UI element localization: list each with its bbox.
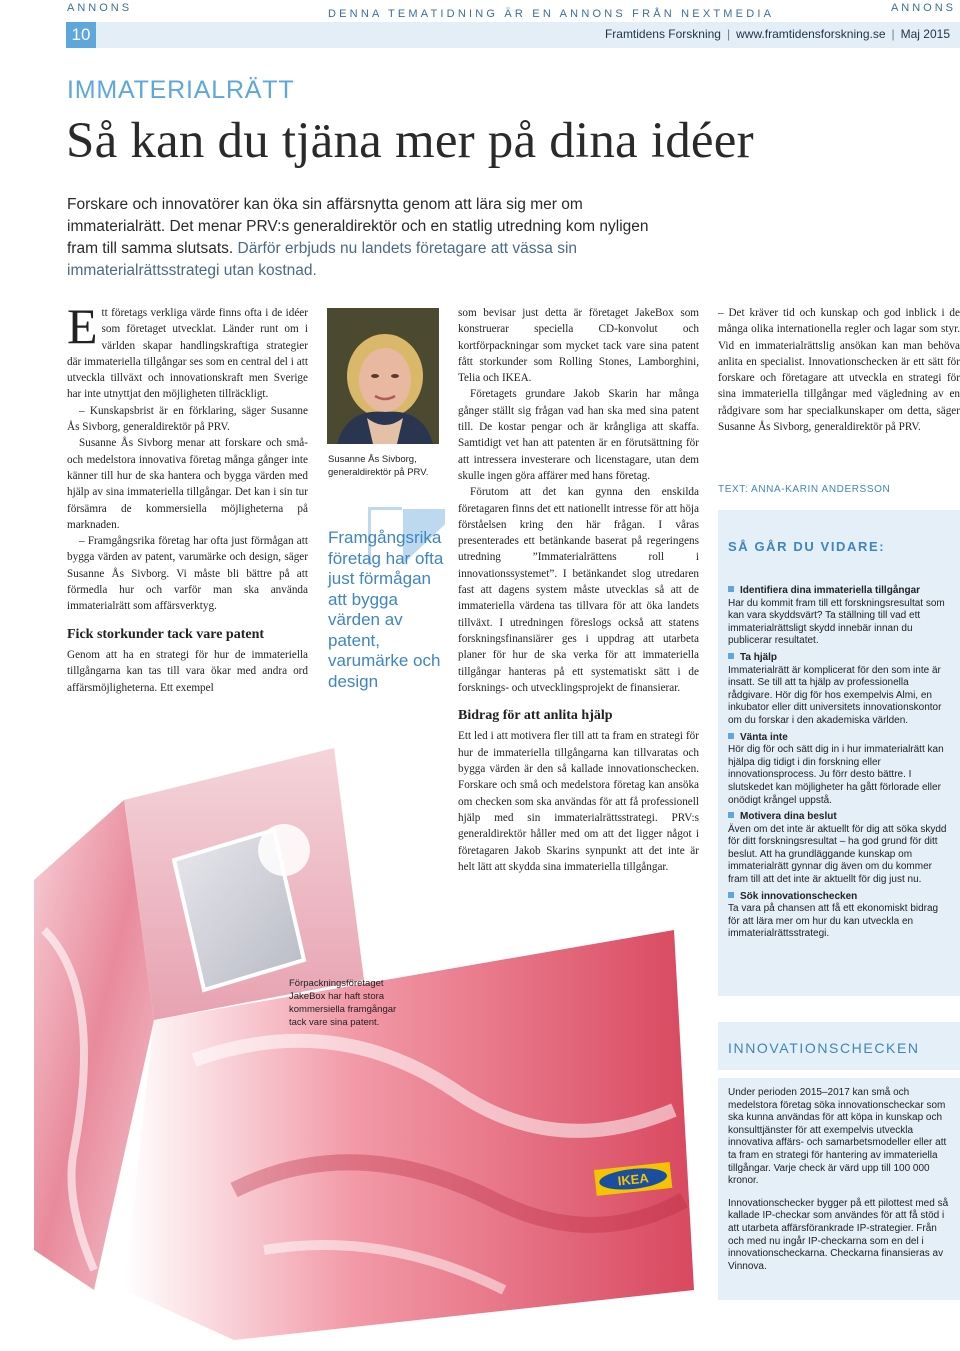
square-bullet-icon (728, 733, 734, 739)
next-steps-title: SÅ GÅR DU VIDARE: (728, 539, 886, 554)
next-steps-box (718, 510, 960, 996)
publication-name: Framtidens Forskning (604, 27, 721, 41)
list-item-text: Även om det inte är aktuellt för dig att söka skydd för ditt forskningsresultat – ha god grund för ditt beslut. Att ha grundläggande kunskap om immaterialrätt gynnar dig även om du kommer fram till att det inte är aktuellt för dig just nu. (728, 823, 947, 886)
list-item-text: Har du kommit fram till ett forskningsresultat som kan vara skyddsvärt? Ta ställning till vad ett immaterialrättsligt skydd innebär innan du publicerar resultatet. (728, 597, 945, 647)
ingress-main: Forskare och innovatörer kan öka sin affärsnytta genom att lära sig mer om immaterialrätt. Det menar PRV:s generaldirektör och en statlig utredning kom nyligen fram till samma slutsats. (67, 196, 649, 257)
innovation-check-header (718, 1022, 960, 1070)
col3-paragraph-4: Ett led i att motivera fler till att ta fram en strategi för hur de immateriella tillgångarna kan tillvaratas och bygga värden är den så kallade innovationschecken. Forskare och små och medelstora företag kan ansöka om checken som ska användas för att få professionell hjälp med sin immaterialrättsstrategi. PRV:s generaldirektör håller med om att det ligger något i företagaren Jakob Skarins synpunkt att det inte är helt lätt att skydda sina immateriella tillgångar. (458, 730, 699, 873)
col1-subheading: Fick storkunder tack vare patent (67, 626, 265, 642)
col3-paragraph-3: Förutom att det kan gynna den enskilda företagaren finns det ett nationellt intresse för att höja förståelsen kring den här frågan. I våras presenterades ett betänkande baserat på regeringens utredning ”Immaterialrättens roll i innovationssystemet”. I betänkandet slog utredaren fast att dagens system måste utvecklas så att de immateriella värdena tas tillvara för att öka landets tillväxt. I utredningen föreslogs också att statens forskningsfinansiärer ges i uppdrag att utarbeta planer för hur de ska verka för att immateriella tillgångar hanteras på ett systematiskt sätt i de forsknings- och utvecklingsprojekt de finansierar. (458, 486, 699, 694)
col1-paragraph-3: Susanne Ås Sivborg menar att forskare och små- och medelstora innovativa företag många gånger inte känner till hur de ska hantera och bygga värden med hjälp av sina immateriella tillgångar. Det kan i sin tur försämra de kommersiella möjligheterna på marknaden. (67, 437, 308, 531)
ikea-logo-text: IKEA (616, 1170, 650, 1189)
list-item-title: Vänta inte (740, 731, 788, 743)
square-bullet-icon (728, 586, 734, 592)
col3-paragraph-1: som bevisar just detta är företaget JakeBox som konstruerar speciella CD-konvolut och kortförpackningar som mycket tack vare sina patent fått storkunder som Rolling Stones, Lamborghini, Telia och IKEA. (458, 307, 699, 385)
innovation-check-title: INNOVATIONSCHECKEN (728, 1040, 920, 1056)
list-item-title: Sök innovationschecken (740, 890, 858, 902)
col1-paragraph-4: – Framgångsrika företag har ofta just förmågan att bygga värden av patent, varumärke och design, säger Susanne Ås Sivborg. Vi måste bli bättre på att förmedla hur och varför man ska använda immaterialrätt som affärsverktyg. (67, 535, 308, 613)
innovation-check-paragraph-1: Under perioden 2015–2017 kan små och medelstora företag söka innovationscheckar som ska kunna användas för att köpa in kunskap och konsulttjänster för att exempelvis utveckla innovativa affärs- och samarbetsmodeller eller att ta fram en strategi för hantering av immateriella tillgångar. Varje check är värd upp till 100 000 kronor. (728, 1087, 947, 1187)
col1-paragraph-1: tt företags verkliga värde finns ofta i de idéer som företaget utvecklat. Länder runt om i världen skapar handlingskraftiga strategier där immateriella tillgångar ses som en central del i att utveckla tillväxt och innovationskraft men Sverige har inte utnyttjat den möjligheten tillräckligt. (67, 307, 308, 401)
col1-paragraph-5: Genom att ha en strategi för hur de immateriella tillgångarna kan tas till vara ökar med andra ord affärsmöjligheterna. Ett exempel (67, 648, 308, 694)
innovation-check-paragraph-2: Innovationschecker bygger på ett pilottest med så kallade IP-checkar som användes för att få stöd i att utarbeta affärsförankrade IP-strategier. Från och med nu ingår IP-checkarna som en del i innovationscheckarna. Checkarna finansieras av Vinnova. (728, 1197, 949, 1272)
list-item-title: Ta hjälp (740, 651, 778, 663)
article-ingress (67, 194, 667, 282)
list-item (728, 732, 952, 808)
article-byline: TEXT: ANNA-KARIN ANDERSSON (718, 484, 891, 495)
page-number: 10 (66, 22, 96, 48)
list-item (728, 585, 952, 648)
portrait-photo (327, 308, 439, 444)
pullquote: Framgångsrika företag har ofta just förmågan att bygga värden av patent, varumärke och design (328, 528, 444, 691)
article-column-3 (458, 305, 699, 875)
section-title: IMMATERIALRÄTT (67, 76, 295, 104)
article-column-1 (67, 298, 308, 696)
list-item-text: Ta vara på chansen att få ett ekonomiskt bidrag för att lära mer om hur du kan utveckla en immaterialrättsstrategi. (728, 903, 939, 940)
list-item-text: Immaterialrätt är komplicerat för den som inte är insatt. Se till att ta hjälp av professionella rådgivare. Hör dig för hos exempelvis Almi, en inkubator eller ditt universitets innovationskontor om du forskar i den akademiska världen. (728, 664, 942, 726)
publication-info: Framtidens Forskning | www.framtidensforskning.se | Maj 2015 (604, 27, 950, 41)
annons-label-right: ANNONS (890, 2, 956, 14)
col4-paragraph-1: – Det kräver tid och kunskap och god inblick i de många olika internationella regler och lagar som styr. Vid en immaterialrättslig ansökan kan man behöva anlita en specialist. Innovationschecken är ett sätt för forskare och företagare att utveckla en strategi för sina immateriella tillgångar med vägledning av en rådgivare som har specialkunskaper om detta, säger Susanne Ås Sivborg, generaldirektör på PRV. (718, 307, 960, 434)
annons-label-left: ANNONS (67, 2, 133, 14)
portrait-image (327, 308, 439, 444)
photo-caption: Förpackningsföretaget JakeBox har haft stora kommersiella framgångar tack vare sina patent. (289, 978, 397, 1028)
portrait-caption: Susanne Ås Sivborg, generaldirektör på PRV. (328, 454, 429, 478)
article-column-4 (718, 305, 960, 435)
header-tagline: DENNA TEMATIDNING ÄR EN ANNONS FRÅN NEXTMEDIA (328, 8, 775, 20)
list-item-title: Motivera dina beslut (740, 811, 837, 823)
square-bullet-icon (728, 653, 734, 659)
col3-paragraph-2: Företagets grundare Jakob Skarin har många gånger ställt sig frågan vad han ska med sina patent till. De kostar pengar och är krångliga att skaffa. Samtidigt vet han att patenten är en förutsättning för att intressera investerare och licenstagare, utan dem skulle ingen göra affärer med hans företag. (458, 388, 699, 482)
col1-paragraph-2: – Kunskapsbrist är en förklaring, säger Susanne Ås Sivborg, generaldirektör på PRV. (67, 404, 308, 434)
list-item-text: Hör dig för och sätt dig in i hur immaterialrätt kan hjälpa dig tidigt i din forskning eller innovationsprocess. Ju förr desto bättre. I slutskedet kan möjligheter ha gått förlorade eller onödigt krångel uppstå. (728, 744, 944, 806)
col3-subheading: Bidrag för att anlita hjälp (458, 708, 613, 724)
list-item (728, 652, 952, 728)
list-item (728, 811, 952, 887)
square-bullet-icon (728, 892, 734, 898)
ingress-continued: Därför erbjuds nu landets företagare att vässa sin immaterialrättsstrategi utan kostnad. (67, 240, 578, 279)
next-steps-list (728, 585, 952, 945)
square-bullet-icon (728, 812, 734, 818)
publication-website[interactable]: www.framtidensforskning.se (736, 27, 886, 41)
publication-issue: Maj 2015 (900, 27, 950, 41)
innovation-check-box (718, 1078, 960, 1300)
list-item (728, 891, 952, 941)
drop-cap: E (67, 298, 98, 354)
article-headline: Så kan du tjäna mer på dina idéer (66, 113, 754, 169)
innovation-check-text (728, 1087, 954, 1283)
list-item-title: Identifiera dina immateriella tillgångar (740, 585, 921, 596)
